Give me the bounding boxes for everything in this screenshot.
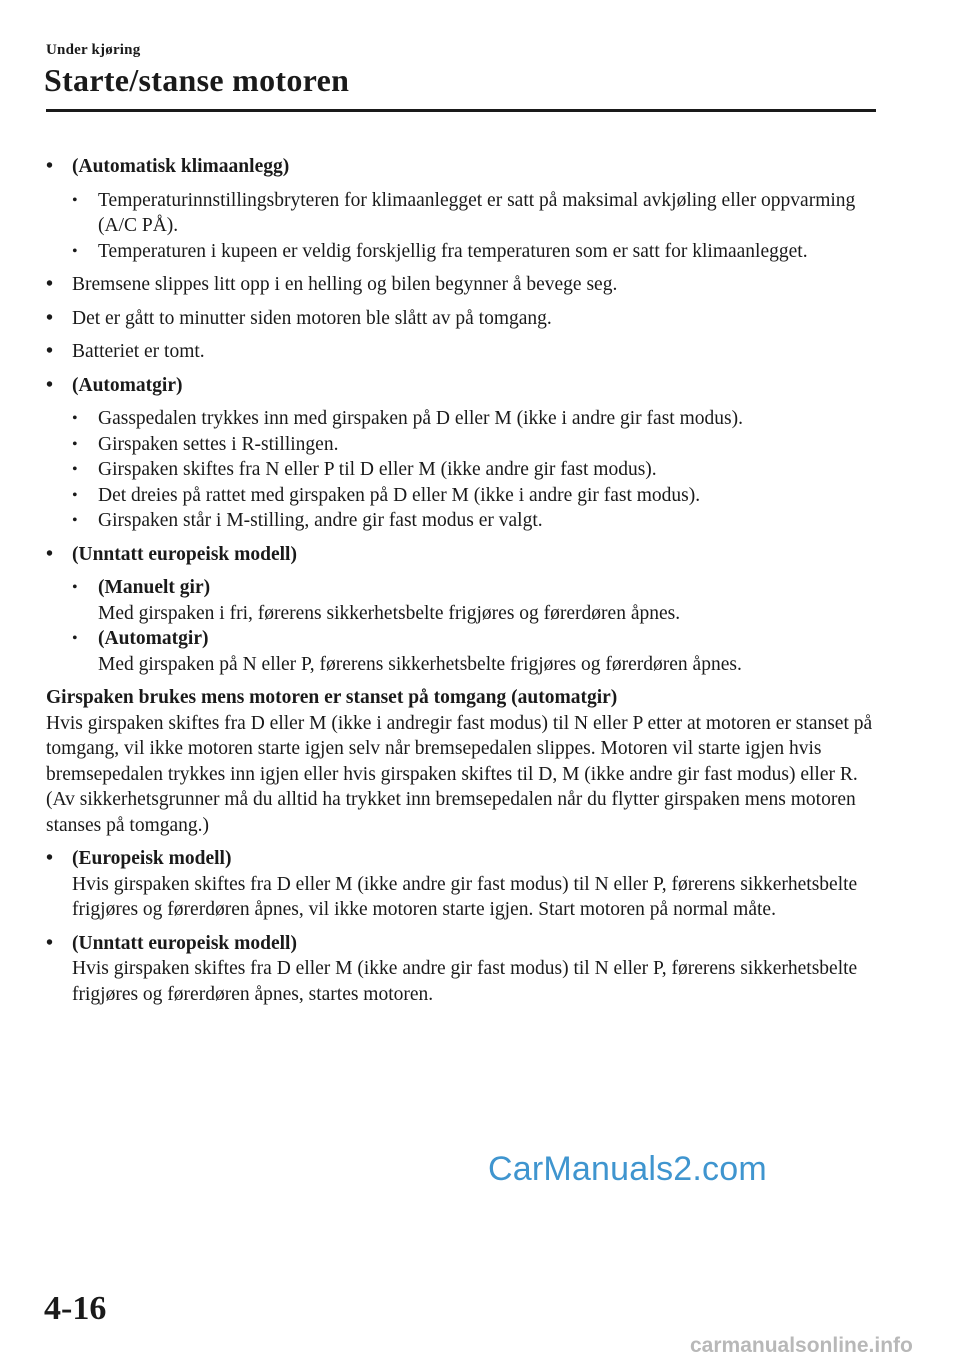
document-body <box>46 154 876 1015</box>
sub-list-item <box>72 406 876 432</box>
sub-list-item-text: Temperaturen i kupeen er veldig forskjellig fra temperaturen som er satt for klimaanlegget. <box>98 240 808 262</box>
sub-list-item-text: Gasspedalen trykkes inn med girspaken på D eller M (ikke i andre gir fast modus). <box>98 408 743 429</box>
sub-list-item <box>72 575 876 626</box>
footer-watermark: carmanualsonline.info <box>690 1334 913 1357</box>
bullet-icon: • <box>72 191 78 209</box>
list-item-text: Bremsene slippes litt opp i en helling og bilen begynner å bevege seg. <box>72 274 618 295</box>
list-item-text: Hvis girspaken skiftes fra D eller M (ikke andre gir fast modus) til N eller P, førerens sikkerhetsbelte frigjøres og førerdøren åpnes, vil ikke motoren starte igjen. Start motoren på normal måte. <box>72 873 858 920</box>
sub-list-item-text: Med girspaken i fri, førerens sikkerhetsbelte frigjøres og førerdøren åpnes. <box>98 602 681 624</box>
sub-list-item-text: Temperaturinnstillingsbryteren for klimaanlegget er satt på maksimal avkjøling eller oppvarming (A/C PÅ). <box>98 189 856 236</box>
bullet-icon: • <box>72 512 78 529</box>
bullet-icon: • <box>72 435 78 453</box>
bullet-icon: • <box>72 410 78 427</box>
section-label: Under kjøring <box>46 42 141 58</box>
bullet-icon: • <box>72 630 78 647</box>
list-item-heading: (Unntatt europeisk modell) <box>72 543 297 565</box>
list-item-text: Hvis girspaken skiftes fra D eller M (ikke andre gir fast modus) til N eller P, førerens sikkerhetsbelte frigjøres og førerdøren åpnes, startes motoren. <box>72 958 858 1005</box>
list-item-text: Det er gått to minutter siden motoren ble slått av på tomgang. <box>72 307 552 329</box>
sub-list-item <box>72 508 876 534</box>
bullet-icon: • <box>46 155 54 177</box>
sub-list-item <box>72 483 876 509</box>
list-item <box>46 846 876 923</box>
section-heading: Girspaken brukes mens motoren er stanset på tomgang (automatgir) <box>46 687 618 708</box>
page-title: Starte/stanse motoren <box>44 62 350 98</box>
page-number: 4-16 <box>44 1290 107 1327</box>
list-item <box>46 542 876 678</box>
sub-list <box>72 188 876 265</box>
title-divider <box>46 109 876 112</box>
list-item <box>46 339 876 365</box>
sub-list <box>72 406 876 534</box>
sub-list-item-text: Girspaken står i M-stilling, andre gir fast modus er valgt. <box>98 510 543 531</box>
bullet-icon: • <box>46 273 54 295</box>
bullet-icon: • <box>46 847 54 869</box>
bullet-icon: • <box>72 461 78 478</box>
bullet-icon: • <box>72 242 78 260</box>
list-item-heading: (Automatisk klimaanlegg) <box>72 156 290 177</box>
bullet-icon: • <box>46 373 54 396</box>
sub-list-item <box>72 239 876 265</box>
sub-list-item <box>72 626 876 677</box>
list-item <box>46 373 876 534</box>
bullet-icon: • <box>46 306 54 329</box>
section-automatgir <box>46 685 876 838</box>
list-item-heading: (Europeisk modell) <box>72 848 232 869</box>
list-item <box>46 931 876 1008</box>
sub-list-item-text: Girspaken skiftes fra N eller P til D eller M (ikke andre gir fast modus). <box>98 459 657 480</box>
bullet-icon: • <box>72 579 78 596</box>
sub-list <box>72 575 876 677</box>
sub-list-item-heading: (Automatgir) <box>98 628 209 649</box>
list-item <box>46 272 876 298</box>
sub-list-item-text: Det dreies på rattet med girspaken på D eller M (ikke i andre gir fast modus). <box>98 484 701 506</box>
list-item-heading: (Automatgir) <box>72 374 183 396</box>
sub-list-item-text: Girspaken settes i R-stillingen. <box>98 433 339 455</box>
list-item-heading: (Unntatt europeisk modell) <box>72 932 297 954</box>
list-item <box>46 306 876 332</box>
sub-list-item <box>72 457 876 483</box>
section-paragraph: Hvis girspaken skiftes fra D eller M (ikke i andregir fast modus) til N eller P etter at motoren er stanset på tomgang, vil ikke motoren starte igjen selv når bremsepedalen slippes. Motoren vil starte igjen hvis bremsepedalen trykkes inn igjen eller hvis girspaken skiftes til D, M (ikke andre gir fast modus) eller R. (Av sikkerhetsgrunner må du alltid ha trykket inn bremsepedalen når du flytter girspaken mens motoren stanses på tomgang.) <box>46 712 873 836</box>
bullet-icon: • <box>46 542 54 565</box>
list-item-text: Batteriet er tomt. <box>72 341 205 362</box>
bullet-icon: • <box>46 931 54 954</box>
sub-list-item-heading: (Manuelt gir) <box>98 577 211 598</box>
watermark: CarManuals2.com <box>488 1150 767 1188</box>
sub-list-item-text: Med girspaken på N eller P, førerens sikkerhetsbelte frigjøres og førerdøren åpnes. <box>98 653 742 675</box>
list-item <box>46 154 876 264</box>
bullet-icon: • <box>46 340 54 362</box>
sub-list-item <box>72 432 876 458</box>
sub-list-item <box>72 188 876 239</box>
bullet-icon: • <box>72 486 78 504</box>
